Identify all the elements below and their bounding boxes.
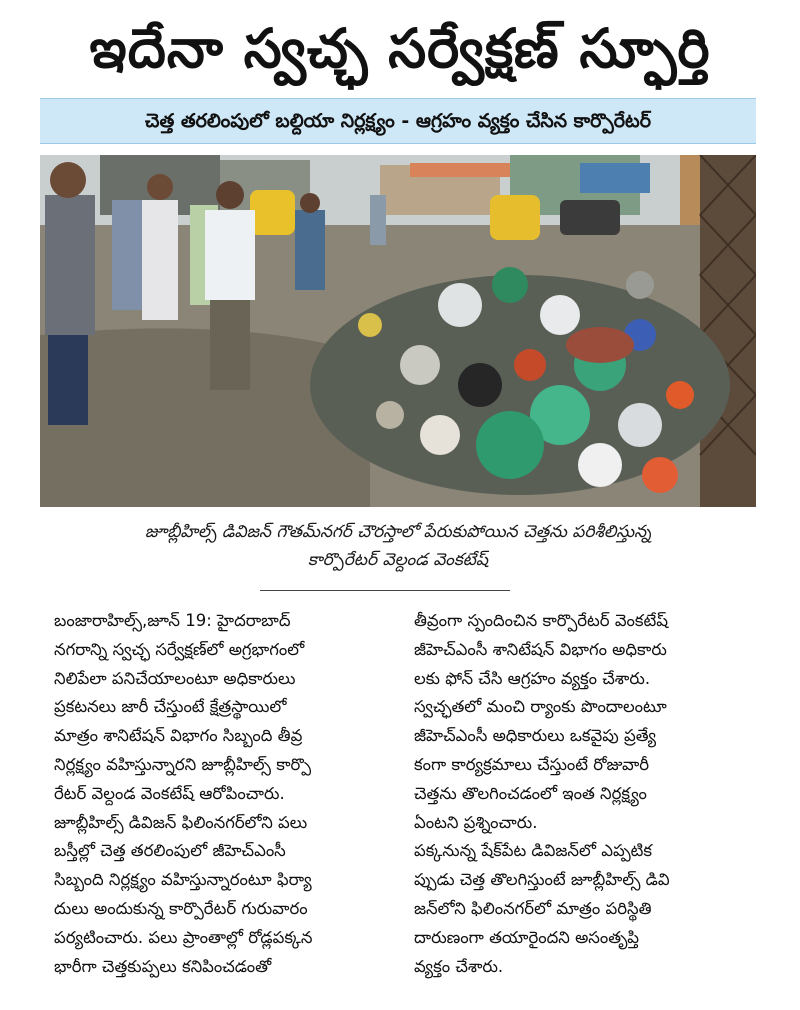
article-column-right [414,607,764,981]
text-line: సిబ్బంది నిర్లక్ష్యం వహిస్తున్నారంటూ ఫిర్యా [54,870,312,890]
text-line: పక్కనున్న షేక్‌పేట డివిజన్‌లో ఎప్పటిక [414,841,653,861]
text-line: స్వచ్ఛతలో మంచి ర్యాంకు పొందాలంటూ [414,697,667,717]
text-line: భారీగా చెత్తకుప్పలు కనిపించడంతో [54,956,272,976]
text-line: నగరాన్ని స్వచ్ఛ సర్వేక్షణ్‌లో అగ్రభాగంలో [54,639,305,659]
text-line: జూబ్లీహిల్స్ డివిజన్ ఫిలింనగర్‌లోని పలు [54,812,308,832]
text-line: వ్యక్తం చేశారు. [414,956,504,976]
article-paragraph-3 [414,837,764,981]
text-line: దులు అందుకున్న కార్పొరేటర్ గురువారం [54,898,308,918]
text-line: కంగా కార్యక్రమాలు చేస్తుంటే రోజువారీ [414,754,650,774]
subheadline: చెత్త తరలింపులో బల్దియా నిర్లక్ష్యం - ఆగ్రహం వ్యక్తం చేసిన కార్పొరేటర్ [40,98,756,144]
text-line: చెత్తను తొలగించడంలో ఇంత నిర్లక్ష్యం [414,783,647,803]
text-line: రేటర్ వెల్దండ వెంకటేష్ ఆరోపించారు. [54,783,285,803]
caption-line-1: జూబ్లీహిల్స్ డివిజన్ గౌతమ్‌నగర్ చౌరస్తాలో పేరుకుపోయిన చెత్తను పరిశీలిస్తున్న [144,522,652,542]
article-paragraph-1 [54,607,404,981]
text-line: ప్పుడు చెత్త తొలగిస్తుంటే జూబ్లీహిల్స్ డివి [414,870,670,890]
text-line: లకు ఫోన్ చేసి ఆగ్రహం వ్యక్తం చేశారు. [414,668,651,688]
text-line: జన్‌లోని ఫిలింనగర్‌లో మాత్రం పరిస్థితి [414,898,652,918]
caption-line-2: కార్పొరేటర్ వెల్దండ వెంకటేష్ [307,550,489,570]
headline: ఇదేనా స్వచ్ఛ సర్వేక్షణ్ స్ఫూర్తి [89,17,711,80]
text-line: ప్రకటనలు జారీ చేస్తుంటే క్షేత్రస్థాయిలో [54,697,287,717]
text-line: తీవ్రంగా స్పందించిన కార్పొరేటర్ వెంకటేష్ [414,611,669,630]
text-line: బస్తీల్లో చెత్త తరలింపులో జీహెచ్ఎంసీ [54,841,286,861]
text-line: నిలిపేలా పనిచేయాలంటూ అధికారులు [54,668,296,688]
article-paragraph-2 [414,607,764,837]
article-column-left [54,607,404,981]
news-photo [40,155,756,507]
text-line: బంజారాహిల్స్,జూన్ 19: హైదరాబాద్ [54,611,291,630]
text-line: నిర్లక్ష్యం వహిస్తున్నారని జూబ్లీహిల్స్ కార్పొ [54,754,312,774]
text-line: దారుణంగా తయారైందని అసంతృప్తి [414,927,640,947]
text-line: ఏంటని ప్రశ్నించారు. [414,812,538,832]
garbage-street-photo [40,155,756,507]
text-line: పర్యటించారు. పలు ప్రాంతాల్లో రోడ్లపక్కన [54,927,313,947]
text-line: జీహెచ్ఎంసీ శానిటేషన్ విభాగం అధికారు [414,639,667,659]
photo-caption [40,518,756,574]
text-line: జీహెచ్ఎంసీ అధికారులు ఒకవైపు ప్రత్యే [414,726,657,746]
text-line: మాత్రం శానిటేషన్ విభాగం సిబ్బంది తీవ్ర [54,726,303,746]
caption-divider [260,590,510,591]
